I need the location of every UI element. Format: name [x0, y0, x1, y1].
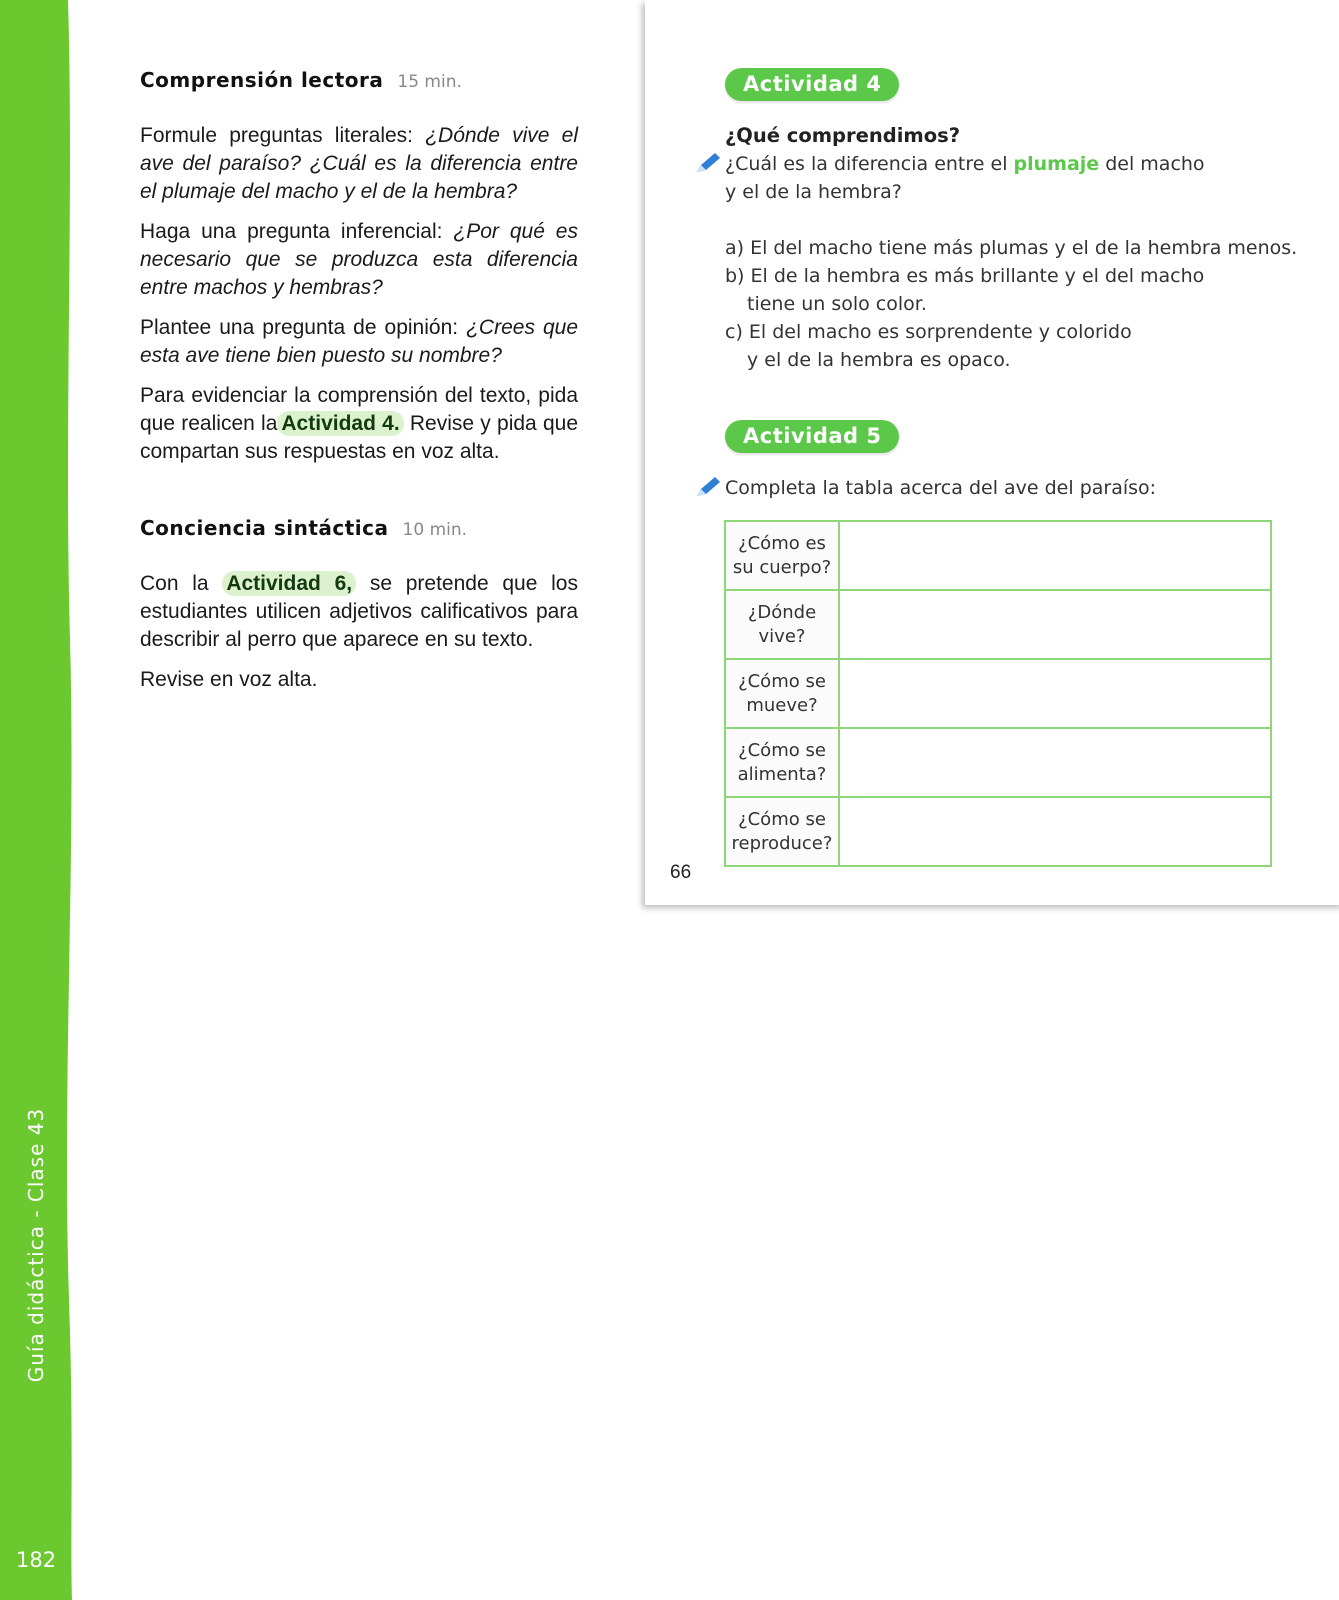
table-answer-cell[interactable]	[839, 728, 1271, 797]
paragraph-text: Formule preguntas literales:	[140, 124, 426, 147]
table-answer-cell[interactable]	[839, 590, 1271, 659]
paragraph-italic-text: ¿Por qué es necesario que se produzca esta diferencia entre machos y hembras?	[140, 220, 578, 299]
paragraph-text: Plantee una pregunta de opinión:	[140, 316, 467, 339]
row-question: ¿Cómo se	[738, 670, 826, 692]
activity-4-title: ¿Qué comprendimos?	[725, 124, 961, 147]
activity-4-badge: Actividad 4	[725, 68, 899, 101]
paragraph-inferential-question	[140, 218, 578, 302]
paragraph-activity-4	[140, 382, 578, 466]
textbook-page-number: 66	[670, 862, 692, 883]
row-question-line2: alimenta?	[737, 763, 827, 785]
table-row	[725, 590, 1271, 659]
table-row	[725, 797, 1271, 866]
table-row	[725, 521, 1271, 590]
teacher-guide-column	[140, 68, 578, 706]
question-keyword: plumaje	[1013, 153, 1100, 175]
paragraph-italic-text: ¿Dónde vive el ave del paraíso? ¿Cuál es la diferencia entre el plumaje del macho y el de la hembra?	[140, 124, 578, 203]
question-text: ¿Cuál es la diferencia entre el	[725, 153, 1014, 175]
paragraph-text: Haga una pregunta inferencial:	[140, 220, 454, 243]
option-text-line2: tiene un solo color.	[747, 293, 927, 315]
section-heading-sintactica	[140, 516, 578, 540]
row-question: ¿Cómo es	[738, 532, 826, 554]
table-answer-cell[interactable]	[839, 797, 1271, 866]
option-b	[725, 262, 1204, 318]
section-title: Conciencia sintáctica	[140, 516, 389, 540]
pencil-icon	[695, 476, 721, 498]
row-question: ¿Dónde	[747, 601, 817, 623]
section-time: 15 min.	[397, 72, 462, 92]
activity-4-question	[725, 150, 1205, 206]
pencil-icon	[695, 152, 721, 174]
section-time: 10 min.	[402, 520, 468, 540]
paragraph-activity-6	[140, 570, 578, 654]
question-text: del macho	[1099, 153, 1205, 175]
table-question-cell	[725, 797, 839, 866]
activity-5-badge: Actividad 5	[725, 420, 899, 453]
table-question-cell	[725, 659, 839, 728]
activity-5-instruction: Completa la tabla acerca del ave del paraíso:	[725, 477, 1157, 499]
row-question-line2: su cuerpo?	[732, 556, 832, 578]
option-c	[725, 318, 1132, 374]
table-row	[725, 659, 1271, 728]
paragraph-review: Revise en voz alta.	[140, 668, 318, 691]
option-text: b) El de la hembra es más brillante y el del macho	[725, 265, 1205, 287]
table-answer-cell[interactable]	[839, 659, 1271, 728]
option-text: c) El del macho es sorprendente y colorido	[725, 321, 1132, 343]
table-question-cell	[725, 590, 839, 659]
section-heading-comprension	[140, 68, 578, 92]
paragraph-text: Con la	[140, 572, 223, 595]
row-question-line2: mueve?	[746, 694, 818, 716]
activity-4-highlight: Actividad 4.	[277, 411, 403, 436]
row-question-line2: vive?	[758, 625, 806, 647]
bird-table	[724, 520, 1272, 867]
paragraph-text: Para evidenciar la comprensión del texto, pida que realicen la	[140, 384, 578, 435]
sidebar-label: Guía didáctica - Clase 43	[24, 1107, 48, 1383]
table-question-cell	[725, 521, 839, 590]
option-text-line2: y el de la hembra es opaco.	[747, 349, 1011, 371]
activity-6-highlight: Actividad 6,	[222, 571, 356, 596]
page-number: 182	[16, 1548, 57, 1572]
section-title: Comprensión lectora	[140, 68, 384, 92]
option-text: a) El del macho tiene más plumas y el de la hembra menos.	[725, 237, 1298, 259]
paragraph-opinion-question	[140, 314, 578, 370]
paragraph-text: Revise y pida que compartan sus respuestas en voz alta.	[140, 412, 578, 463]
row-question: ¿Cómo se	[738, 739, 826, 761]
paragraph-text: se pretende que los estudiantes utilicen adjetivos calificativos para describir al perro que aparece en su texto.	[140, 572, 578, 651]
textbook-page	[645, 0, 1339, 905]
table-answer-cell[interactable]	[839, 521, 1271, 590]
row-question-line2: reproduce?	[731, 832, 833, 854]
table-row	[725, 728, 1271, 797]
question-text-line2: y el de la hembra?	[725, 181, 902, 203]
row-question: ¿Cómo se	[738, 808, 826, 830]
option-a	[725, 234, 1297, 262]
table-question-cell	[725, 728, 839, 797]
paragraph-literal-questions	[140, 122, 578, 206]
paragraph-italic-text: ¿Crees que esta ave tiene bien puesto su nombre?	[140, 316, 578, 367]
